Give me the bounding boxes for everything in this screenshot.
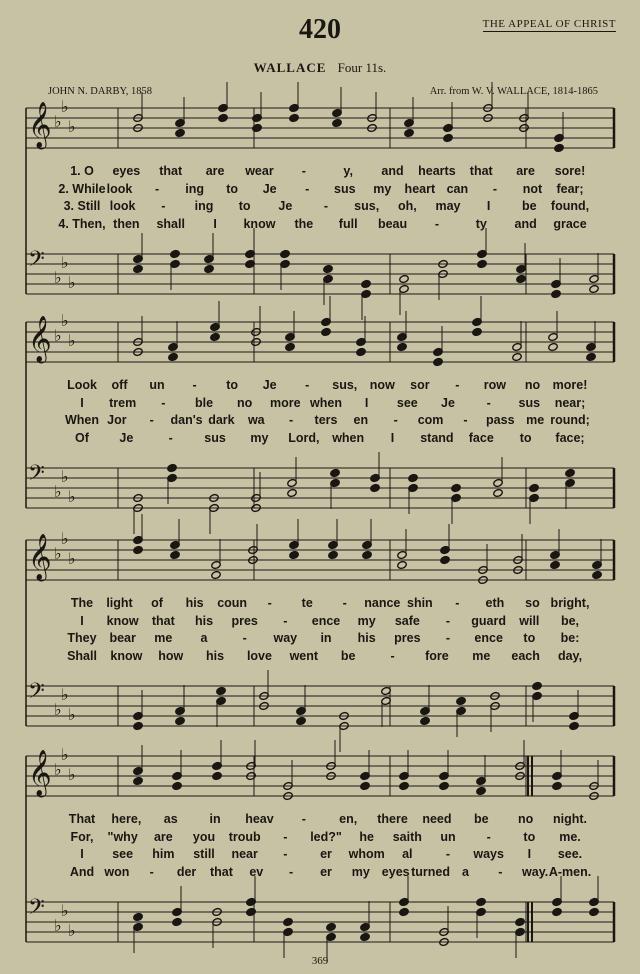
lyric-syllable: in xyxy=(209,812,221,826)
lyric-syllable: guard xyxy=(471,613,507,628)
lyric-syllable: whom xyxy=(348,847,385,861)
lyric-syllable: - xyxy=(390,648,395,663)
lyric-syllable: - xyxy=(445,847,451,861)
lyric-syllable: ence xyxy=(311,613,341,628)
lyric-syllable: I xyxy=(364,395,369,410)
lyric-line-verse-4 xyxy=(0,865,640,882)
note-head xyxy=(589,907,599,916)
lyric-syllable: shall xyxy=(156,216,185,231)
note-head xyxy=(439,781,449,790)
lyric-syllable: then xyxy=(113,216,140,231)
flat-icon: ♭ xyxy=(54,326,62,345)
lyric-syllable: And xyxy=(69,864,95,879)
flat-icon: ♭ xyxy=(68,117,76,136)
lyric-syllable: - xyxy=(242,631,247,645)
lyric-syllable: ways xyxy=(473,847,504,861)
lyric-syllable: er xyxy=(320,847,332,861)
note-head xyxy=(399,781,409,790)
lyric-syllable: went xyxy=(289,648,319,663)
lyric-syllable: to xyxy=(226,378,239,392)
lyric-syllable: a xyxy=(461,864,469,879)
lyric-syllable: me xyxy=(154,631,173,645)
lyric-syllable: I xyxy=(390,430,395,445)
lyric-syllable: my xyxy=(351,864,370,879)
lyric-syllable: I xyxy=(80,613,84,628)
lyric-syllable: I xyxy=(486,199,491,213)
lyric-syllable: off xyxy=(111,378,128,392)
lyric-syllable: found, xyxy=(550,199,590,213)
lyric-syllable: - xyxy=(393,413,398,427)
lyric-syllable: there xyxy=(377,812,408,826)
lyric-syllable: full xyxy=(338,216,358,231)
lyric-syllable: my xyxy=(357,613,376,628)
lyric-syllable: - xyxy=(445,613,451,628)
note-head xyxy=(476,897,486,906)
lyric-syllable: more xyxy=(270,395,301,410)
lyric-syllable: love xyxy=(246,648,272,663)
lyric-syllable: ble xyxy=(194,395,214,410)
lyric-syllable: They xyxy=(67,631,97,645)
lyric-syllable: how xyxy=(158,648,184,663)
lyric-syllable: - xyxy=(283,613,288,628)
lyric-syllable: to xyxy=(523,631,536,645)
lyric-syllable: - xyxy=(301,164,306,178)
lyric-syllable: I xyxy=(213,216,217,231)
lyric-syllable: you xyxy=(192,829,216,844)
lyric-syllable: each xyxy=(511,648,540,663)
note-head xyxy=(552,781,562,790)
lyric-syllable: - xyxy=(149,864,154,879)
bass-clef-icon: 𝄢 xyxy=(28,895,45,925)
flat-icon: ♭ xyxy=(54,544,62,563)
lyric-syllable: in xyxy=(320,631,332,645)
lyric-syllable: that xyxy=(151,613,175,628)
flat-icon: ♭ xyxy=(54,916,62,935)
lyric-syllable: that xyxy=(159,164,183,178)
bass-clef-icon: 𝄢 xyxy=(28,461,45,491)
lyric-syllable: That xyxy=(68,812,96,826)
lyric-syllable: - xyxy=(445,631,451,645)
flat-icon: ♭ xyxy=(68,549,76,568)
lyric-syllable: him xyxy=(152,847,175,861)
lyric-syllable: will xyxy=(519,613,540,628)
lyric-syllable: ty xyxy=(475,216,487,231)
lyric-syllable: heav xyxy=(245,812,274,826)
lyric-syllable: 3. Still xyxy=(63,199,101,213)
lyric-syllable: fore xyxy=(425,648,449,663)
flat-icon: ♭ xyxy=(54,482,62,501)
lyric-syllable: com xyxy=(417,413,444,427)
lyric-syllable: not xyxy=(522,181,543,196)
lyric-syllable: no xyxy=(237,395,253,410)
lyric-syllable: I xyxy=(527,847,532,861)
treble-clef-icon: 𝄞 xyxy=(28,102,52,148)
lyric-syllable: can xyxy=(446,181,469,196)
lyric-syllable: of xyxy=(151,596,163,610)
lyric-syllable: sore! xyxy=(554,164,586,178)
lyric-syllable: - xyxy=(463,413,468,427)
lyric-syllable: shin xyxy=(406,596,433,610)
lyric-syllable: be, xyxy=(560,613,580,628)
lyric-syllable: his xyxy=(194,613,214,628)
lyric-syllable: me. xyxy=(559,829,581,844)
lyric-syllable: troub xyxy=(228,829,261,844)
lyric-line-verse-3 xyxy=(0,847,640,864)
lyric-syllable: - xyxy=(149,413,154,427)
note-head xyxy=(326,922,336,931)
lyric-syllable: ing xyxy=(185,181,204,196)
lyric-syllable: ters xyxy=(314,413,338,427)
tune-name: WALLACE xyxy=(253,60,327,75)
lyric-syllable: Look xyxy=(67,378,97,392)
note-head xyxy=(476,786,486,795)
lyric-syllable: sus, xyxy=(332,378,358,392)
lyric-syllable: sus xyxy=(518,395,541,410)
lyric-syllable: when xyxy=(332,430,365,445)
lyric-syllable: 1. O xyxy=(70,164,94,178)
lyric-syllable: are xyxy=(205,164,225,178)
lyric-syllable: - xyxy=(498,864,503,879)
lyric-syllable: fear; xyxy=(556,181,584,196)
lyric-syllable: - xyxy=(289,864,294,879)
lyric-syllable: Je xyxy=(441,395,455,410)
lyric-syllable: sor xyxy=(410,378,430,392)
lyric-syllable: a xyxy=(200,631,208,645)
lyric-syllable: - xyxy=(434,216,439,231)
note-head xyxy=(360,781,370,790)
lyric-line-verse-2 xyxy=(0,830,640,847)
lyric-syllable: that xyxy=(469,164,493,178)
lyric-syllable: - xyxy=(301,812,306,826)
lyric-syllable: when xyxy=(310,395,342,410)
lyric-syllable: Of xyxy=(75,430,89,445)
lyric-syllable: ev xyxy=(249,864,264,879)
lyric-syllable: sus, xyxy=(354,199,380,213)
note-head xyxy=(212,771,222,780)
lyric-syllable: The xyxy=(70,596,94,610)
note-head xyxy=(552,907,562,916)
lyric-syllable: face; xyxy=(555,430,585,445)
lyric-syllable: that xyxy=(209,864,233,879)
flat-icon: ♭ xyxy=(68,765,76,784)
lyric-syllable: to xyxy=(226,181,239,196)
lyric-syllable: be xyxy=(473,812,489,826)
lyric-syllable: "why xyxy=(107,829,138,844)
lyric-syllable: un xyxy=(440,829,456,844)
lyric-syllable: safe xyxy=(394,613,420,628)
lyric-syllable: the xyxy=(294,216,314,231)
lyric-syllable: - xyxy=(283,829,288,844)
lyric-syllable: A-men. xyxy=(548,864,592,879)
lyric-syllable: bear xyxy=(109,631,136,645)
lyric-syllable: - xyxy=(168,430,173,445)
lyric-syllable: ing xyxy=(194,199,214,213)
flat-icon: ♭ xyxy=(54,268,62,287)
lyric-syllable: 2. While xyxy=(58,181,106,196)
lyric-syllable: look xyxy=(109,199,136,213)
lyric-syllable: see xyxy=(112,847,134,861)
lyric-syllable: my xyxy=(373,181,392,196)
flat-icon: ♭ xyxy=(61,467,69,486)
lyric-syllable: and xyxy=(381,164,404,178)
lyric-syllable: look xyxy=(106,181,133,196)
lyric-syllable: still xyxy=(193,847,215,861)
lyric-syllable: 4. Then, xyxy=(58,216,106,231)
lyric-syllable: be xyxy=(522,199,537,213)
flat-icon: ♭ xyxy=(54,700,62,719)
lyric-syllable: - xyxy=(305,181,310,196)
lyric-syllable: - xyxy=(283,847,288,861)
lyric-syllable: Je xyxy=(262,378,277,392)
note-head xyxy=(399,907,409,916)
lyric-syllable: need xyxy=(422,812,452,826)
lyric-syllable: I xyxy=(80,395,84,410)
lyric-syllable: round; xyxy=(550,413,590,427)
lyric-syllable: sus xyxy=(204,430,226,445)
lyric-syllable: so xyxy=(525,596,540,610)
lyric-syllable: saith xyxy=(392,829,422,844)
lyric-syllable: day, xyxy=(557,648,583,663)
lyric-syllable: Je xyxy=(278,199,293,213)
treble-clef-icon: 𝄞 xyxy=(28,534,52,580)
hymn-number: 420 xyxy=(299,14,341,45)
lyric-syllable: pass xyxy=(486,413,515,427)
lyric-syllable: to xyxy=(519,430,532,445)
lyric-syllable: When xyxy=(64,413,100,427)
note-head xyxy=(172,917,182,926)
lyric-syllable: he xyxy=(359,829,374,844)
treble-clef-icon: 𝄞 xyxy=(28,316,52,362)
page-number: 369 xyxy=(311,955,329,967)
lyric-syllable: as xyxy=(163,812,178,826)
lyric-syllable: - xyxy=(455,378,460,392)
flat-icon: ♭ xyxy=(61,253,69,272)
lyric-syllable: know xyxy=(106,613,139,628)
note-head xyxy=(133,776,143,785)
lyric-syllable: - xyxy=(492,181,498,196)
lyric-syllable: - xyxy=(342,596,347,610)
lyric-syllable: dark xyxy=(208,413,235,427)
lyric-syllable: eyes xyxy=(381,864,410,879)
author-credit: JOHN N. DARBY, 1858 xyxy=(48,86,152,97)
note-head xyxy=(283,917,293,926)
flat-icon: ♭ xyxy=(61,529,69,548)
lyric-syllable: - xyxy=(486,829,491,844)
lyric-syllable: bright, xyxy=(550,596,590,610)
lyric-syllable: For, xyxy=(70,829,94,844)
lyric-syllable: - xyxy=(192,378,197,392)
lyric-syllable: his xyxy=(206,648,225,663)
lyric-syllable: en, xyxy=(339,812,358,826)
flat-icon: ♭ xyxy=(54,760,62,779)
lyric-syllable: wear xyxy=(245,164,274,178)
treble-clef-icon: 𝄞 xyxy=(28,750,52,796)
flat-icon: ♭ xyxy=(61,685,69,704)
lyric-syllable: here, xyxy=(111,812,142,826)
lyric-syllable: row xyxy=(483,378,507,392)
lyric-syllable: his xyxy=(185,596,204,610)
meter: Four 11s. xyxy=(337,60,387,75)
lyric-syllable: te xyxy=(301,596,313,610)
lyric-syllable: face xyxy=(468,430,494,445)
lyric-syllable: be xyxy=(340,648,356,663)
lyric-syllable: my xyxy=(250,430,269,445)
lyric-syllable: me xyxy=(526,413,545,427)
lyric-syllable: and xyxy=(514,216,537,231)
lyric-syllable: way xyxy=(273,631,298,645)
lyric-syllable: are xyxy=(516,164,536,178)
flat-icon: ♭ xyxy=(61,745,69,764)
lyric-syllable: turned xyxy=(411,864,451,879)
lyric-syllable: - xyxy=(305,378,310,392)
note-head xyxy=(133,912,143,921)
flat-icon: ♭ xyxy=(61,901,69,920)
lyric-syllable: coun xyxy=(217,596,248,610)
note-head xyxy=(172,781,182,790)
flat-icon: ♭ xyxy=(54,112,62,131)
lyric-syllable: al xyxy=(402,847,413,861)
lyric-syllable: to xyxy=(238,199,251,213)
lyric-syllable: know xyxy=(110,648,143,663)
lyric-syllable: un xyxy=(149,378,165,392)
note-head xyxy=(246,907,256,916)
lyric-syllable: trem xyxy=(109,395,137,410)
lyric-syllable: - xyxy=(323,199,329,213)
lyric-syllable: er xyxy=(320,864,332,879)
lyric-syllable: Je xyxy=(262,181,277,196)
lyric-syllable: beau xyxy=(377,216,408,231)
lyric-syllable: his xyxy=(357,631,376,645)
lyric-syllable: me xyxy=(472,648,491,663)
lyric-syllable: near xyxy=(231,847,258,861)
lyric-syllable: may xyxy=(435,199,461,213)
lyric-syllable: see. xyxy=(557,847,583,861)
lyric-syllable: no xyxy=(524,378,541,392)
lyric-syllable: Lord, xyxy=(288,430,320,445)
lyric-syllable: grace xyxy=(553,216,587,231)
lyric-syllable: - xyxy=(289,413,294,427)
lyric-syllable: see xyxy=(396,395,418,410)
lyric-syllable: sus xyxy=(333,181,356,196)
lyric-syllable: - xyxy=(161,199,166,213)
flat-icon: ♭ xyxy=(61,97,69,116)
flat-icon: ♭ xyxy=(61,311,69,330)
lyric-syllable: night. xyxy=(552,812,588,826)
lyric-syllable: way. xyxy=(522,864,549,879)
lyric-syllable: led?" xyxy=(310,829,342,844)
note-head xyxy=(515,917,525,926)
lyric-syllable: pres xyxy=(231,613,258,628)
bass-clef-icon: 𝄢 xyxy=(28,679,45,709)
arranger-credit: Arr. from W. V. WALLACE, 1814-1865 xyxy=(429,86,598,97)
lyric-syllable: - xyxy=(154,181,160,196)
section-title: THE APPEAL OF CHRIST xyxy=(482,18,616,30)
flat-icon: ♭ xyxy=(68,921,76,940)
lyric-syllable: - xyxy=(267,596,272,610)
lyric-syllable: nance xyxy=(364,596,401,610)
lyric-syllable: - xyxy=(486,395,491,410)
lyric-syllable: heart xyxy=(404,181,436,196)
flat-icon: ♭ xyxy=(68,705,76,724)
flat-icon: ♭ xyxy=(68,331,76,350)
lyric-syllable: der xyxy=(176,864,197,879)
lyric-syllable: won xyxy=(104,864,130,879)
lyric-syllable: hearts xyxy=(418,164,456,178)
lyric-syllable: are xyxy=(153,829,173,844)
flat-icon: ♭ xyxy=(68,487,76,506)
lyric-syllable: pres xyxy=(394,631,421,645)
lyric-syllable: stand xyxy=(420,430,454,445)
lyric-syllable: y, xyxy=(343,164,353,178)
lyric-syllable: eth xyxy=(485,596,505,610)
lyric-syllable: eyes xyxy=(112,164,141,178)
lyric-syllable: now xyxy=(369,378,395,392)
lyric-syllable: Jor xyxy=(107,413,127,427)
lyric-line-verse-1 xyxy=(0,812,640,829)
lyric-syllable: light xyxy=(106,596,133,610)
note-head xyxy=(360,932,370,941)
lyric-syllable: ence xyxy=(474,631,503,645)
lyric-syllable: dan's xyxy=(170,413,203,427)
lyric-syllable: Je xyxy=(119,430,134,445)
flat-icon: ♭ xyxy=(68,273,76,292)
lyric-syllable: more! xyxy=(552,378,588,392)
lyric-syllable: know xyxy=(243,216,276,231)
lyric-syllable: be: xyxy=(560,631,580,645)
lyric-syllable: - xyxy=(161,395,166,410)
lyric-syllable: oh, xyxy=(397,199,417,213)
bass-clef-icon: 𝄢 xyxy=(28,247,45,277)
lyric-syllable: near; xyxy=(554,395,586,410)
lyric-syllable: to xyxy=(523,829,536,844)
lyric-syllable: I xyxy=(80,847,84,861)
lyric-syllable: wa xyxy=(247,413,265,427)
lyric-syllable: - xyxy=(455,596,460,610)
lyric-syllable: en xyxy=(353,413,369,427)
lyric-syllable: no xyxy=(517,812,534,826)
lyric-syllable: Shall xyxy=(67,648,97,663)
